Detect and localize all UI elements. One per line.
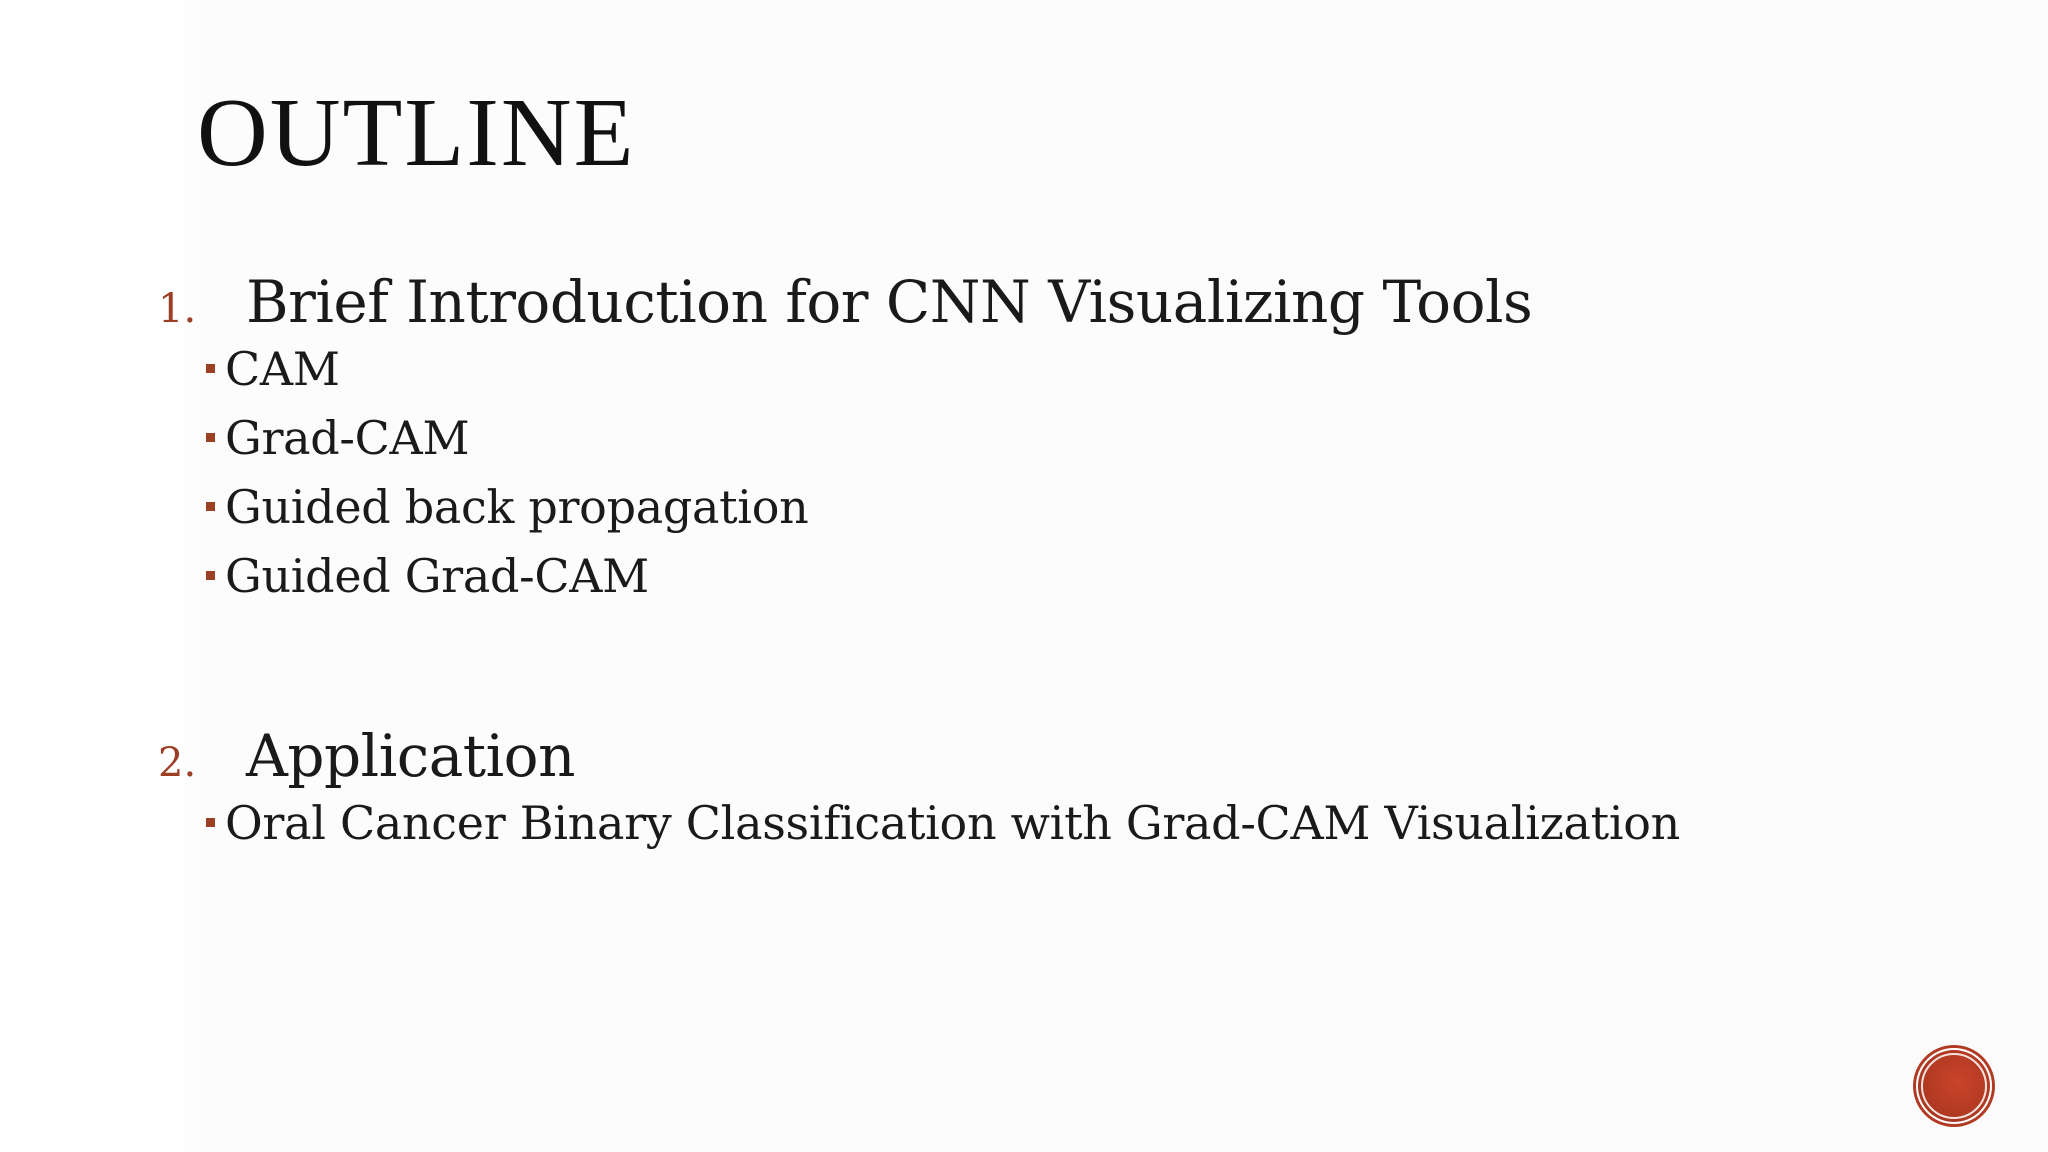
section-heading: Brief Introduction for CNN Visualizing Tools <box>246 268 1533 336</box>
section-items <box>158 334 1532 610</box>
circle-nav-icon[interactable] <box>1916 1048 1992 1124</box>
outline-section-2 <box>158 722 1680 857</box>
slide-title: OUTLINE <box>197 79 636 187</box>
list-item <box>206 472 1532 541</box>
square-bullet-icon <box>206 433 215 442</box>
list-item <box>206 541 1532 610</box>
outline-section-1 <box>158 268 1532 610</box>
section-number: 2. <box>158 740 197 786</box>
square-bullet-icon <box>206 502 215 511</box>
list-item-text: CAM <box>225 341 340 396</box>
square-bullet-icon <box>206 364 215 373</box>
list-item-text: Guided back propagation <box>225 479 809 534</box>
section-heading-row <box>158 268 1532 334</box>
list-item-text: Oral Cancer Binary Classification with Grad-CAM Visualization <box>225 795 1680 850</box>
square-bullet-icon <box>206 571 215 580</box>
section-number: 1. <box>158 286 197 332</box>
list-item <box>206 334 1532 403</box>
list-item <box>206 403 1532 472</box>
section-heading: Application <box>246 722 575 790</box>
list-item-text: Grad-CAM <box>225 410 470 465</box>
square-bullet-icon <box>206 818 215 827</box>
section-heading-row <box>158 722 1680 788</box>
list-item <box>206 788 1680 857</box>
list-item-text: Guided Grad-CAM <box>225 548 649 603</box>
section-items <box>158 788 1680 857</box>
